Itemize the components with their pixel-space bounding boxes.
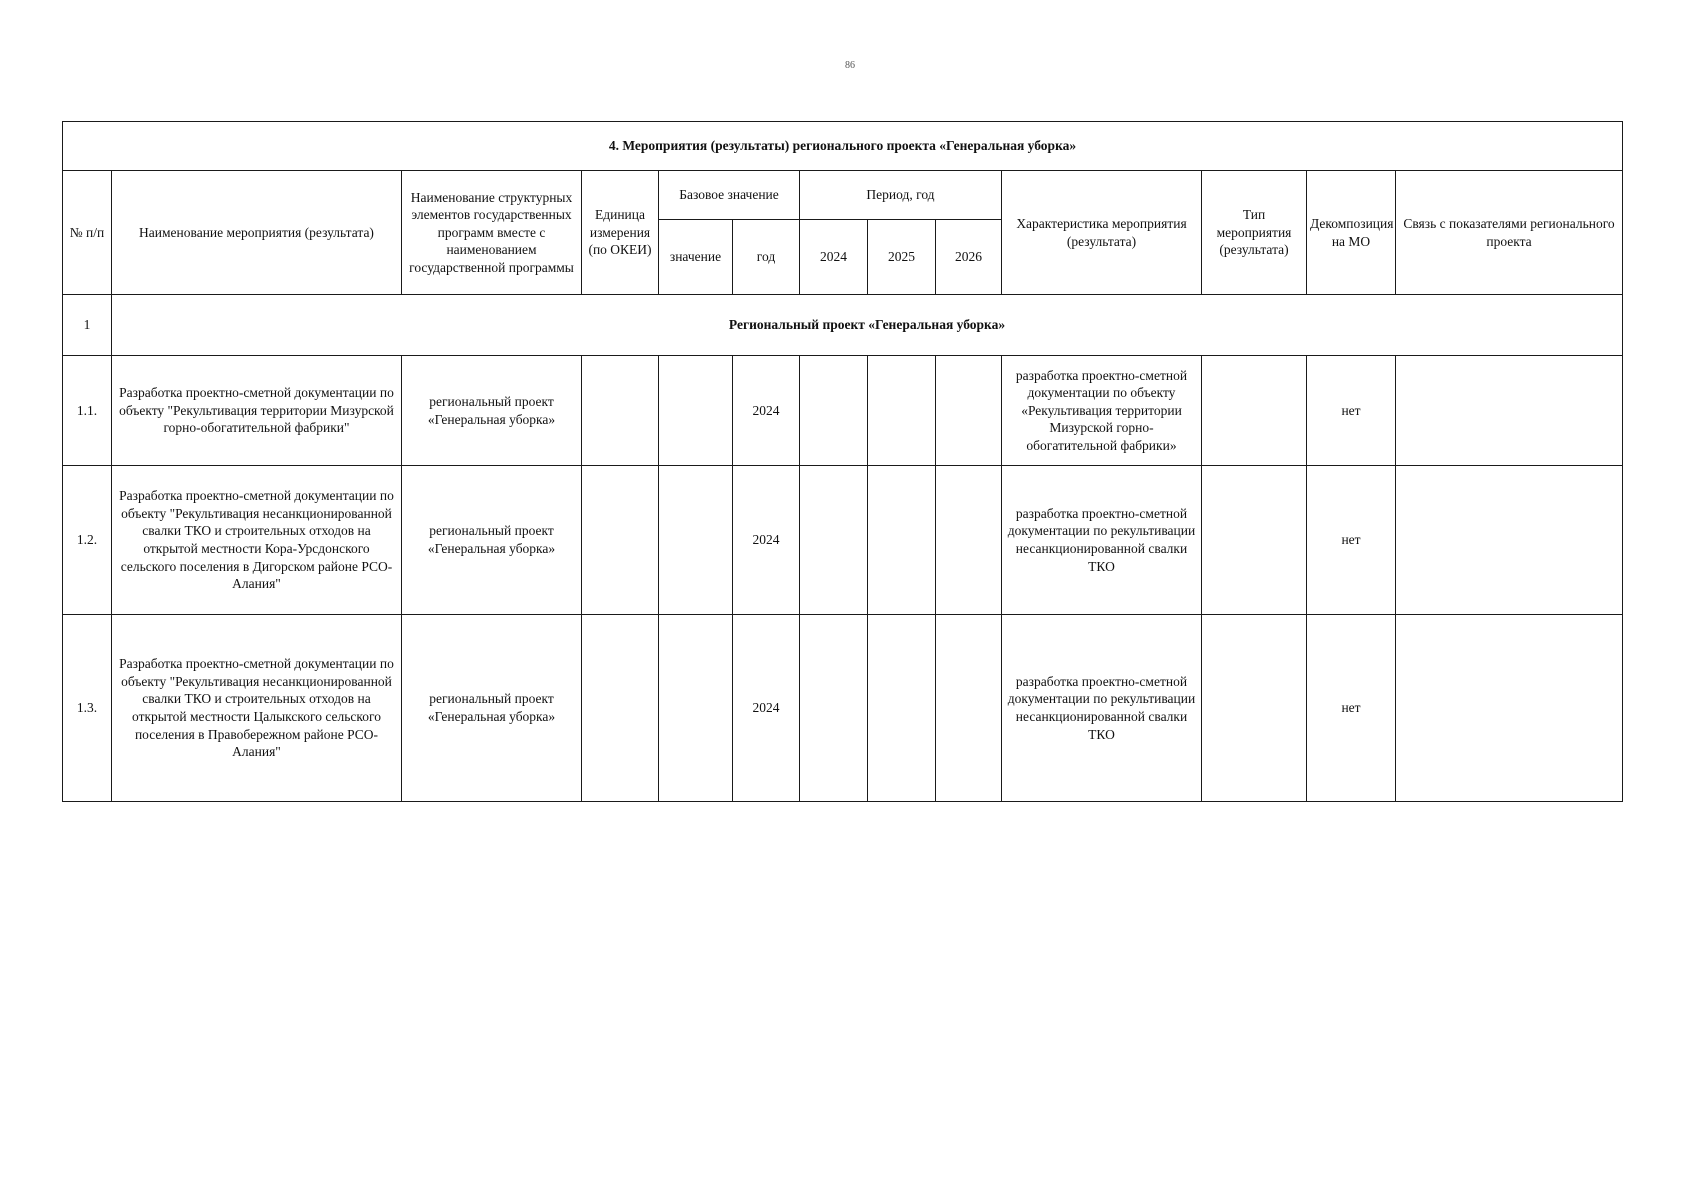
row-y2025 — [868, 356, 936, 466]
row-num: 1.3. — [63, 615, 112, 802]
row-link — [1396, 615, 1623, 802]
row-characteristic: разработка проектно-сметной документации по рекультивации несанкционированной свалки ТКО — [1002, 615, 1202, 802]
row-y2024 — [800, 615, 868, 802]
row-base-value — [659, 466, 733, 615]
header-decomp: Декомпозиция на МО — [1307, 171, 1396, 295]
row-characteristic: разработка проектно-сметной документации по объекту «Рекультивация территории Мизурской горно-обогатительной фабрики» — [1002, 356, 1202, 466]
row-type — [1202, 615, 1307, 802]
row-decomp: нет — [1307, 466, 1396, 615]
header-base-year: год — [733, 220, 800, 295]
row-name: Разработка проектно-сметной документации по объекту "Рекультивация территории Мизурской горно-обогатительной фабрики" — [112, 356, 402, 466]
header-base-value: значение — [659, 220, 733, 295]
header-year-2024: 2024 — [800, 220, 868, 295]
row-struct: региональный проект «Генеральная уборка» — [402, 615, 582, 802]
header-year-2025: 2025 — [868, 220, 936, 295]
header-base: Базовое значение — [659, 171, 800, 220]
section-num: 1 — [63, 295, 112, 356]
row-base-year: 2024 — [733, 615, 800, 802]
row-characteristic: разработка проектно-сметной документации по рекультивации несанкционированной свалки ТКО — [1002, 466, 1202, 615]
table-row — [63, 466, 1623, 615]
header-year-2026: 2026 — [936, 220, 1002, 295]
row-decomp: нет — [1307, 615, 1396, 802]
row-y2026 — [936, 356, 1002, 466]
row-base-year: 2024 — [733, 356, 800, 466]
row-num: 1.2. — [63, 466, 112, 615]
row-unit — [582, 356, 659, 466]
activities-table — [62, 121, 1623, 802]
row-num: 1.1. — [63, 356, 112, 466]
row-type — [1202, 466, 1307, 615]
row-name: Разработка проектно-сметной документации по объекту "Рекультивация несанкционированной свалки ТКО и строительных отходов на открытой местности Кора-Урсдонского сельского поселения в Дигорском районе РСО-Алания" — [112, 466, 402, 615]
row-name: Разработка проектно-сметной документации по объекту "Рекультивация несанкционированной свалки ТКО и строительных отходов на открытой местности Цалыкского сельского поселения в Правобережном районе РСО-Алания" — [112, 615, 402, 802]
table-row — [63, 356, 1623, 466]
table-title: 4. Мероприятия (результаты) регионального проекта «Генеральная уборка» — [63, 122, 1623, 171]
row-base-value — [659, 356, 733, 466]
header-link: Связь с показателями регионального проекта — [1396, 171, 1623, 295]
header-struct: Наименование структурных элементов государственных программ вместе с наименованием государственной программы — [402, 171, 582, 295]
row-link — [1396, 356, 1623, 466]
page-number: 86 — [845, 60, 855, 71]
row-y2024 — [800, 466, 868, 615]
row-type — [1202, 356, 1307, 466]
header-characteristic: Характеристика мероприятия (результата) — [1002, 171, 1202, 295]
row-unit — [582, 466, 659, 615]
table-row — [63, 615, 1623, 802]
header-type: Тип мероприятия (результата) — [1202, 171, 1307, 295]
row-link — [1396, 466, 1623, 615]
row-base-year: 2024 — [733, 466, 800, 615]
header-name: Наименование мероприятия (результата) — [112, 171, 402, 295]
row-struct: региональный проект «Генеральная уборка» — [402, 356, 582, 466]
section-title: Региональный проект «Генеральная уборка» — [112, 295, 1623, 356]
row-y2026 — [936, 615, 1002, 802]
header-num: № п/п — [63, 171, 112, 295]
row-struct: региональный проект «Генеральная уборка» — [402, 466, 582, 615]
header-period: Период, год — [800, 171, 1002, 220]
row-decomp: нет — [1307, 356, 1396, 466]
row-y2026 — [936, 466, 1002, 615]
row-y2025 — [868, 466, 936, 615]
row-y2024 — [800, 356, 868, 466]
row-base-value — [659, 615, 733, 802]
header-unit: Единица измерения (по ОКЕИ) — [582, 171, 659, 295]
row-y2025 — [868, 615, 936, 802]
row-unit — [582, 615, 659, 802]
